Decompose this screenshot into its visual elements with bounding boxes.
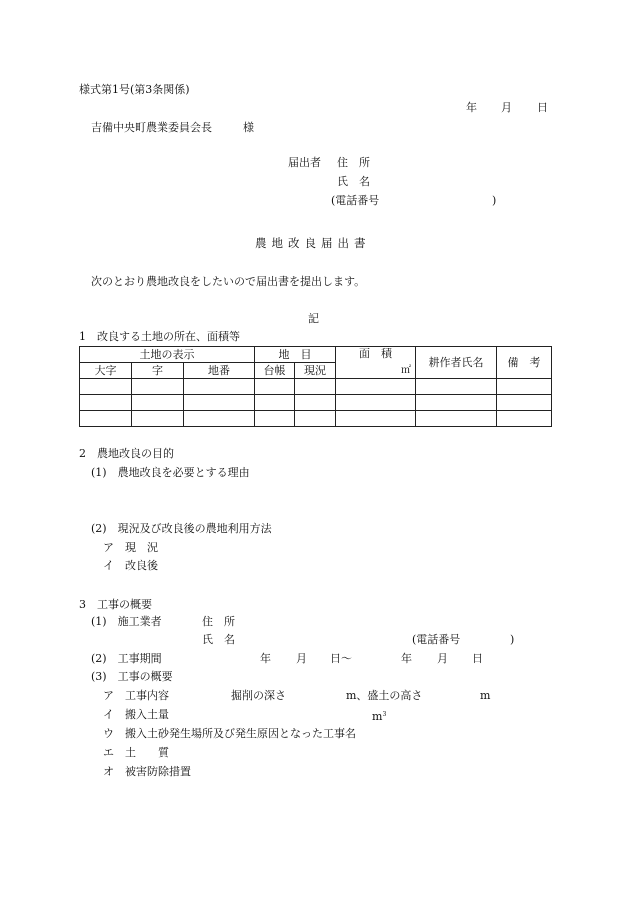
soil-source-label: ウ 搬入土砂発生場所及び発生原因となった工事名 [103, 727, 356, 740]
cell[interactable] [132, 395, 184, 411]
cell[interactable] [416, 411, 497, 427]
honorific: 様 [243, 121, 254, 134]
fill-unit-label: m [480, 689, 491, 702]
date-month: 月 [501, 101, 512, 114]
cell[interactable] [336, 411, 416, 427]
th-chimoku: 地 目 [255, 347, 336, 363]
contractor-label: (1) 施工業者 [91, 615, 162, 628]
th-chiban: 地番 [184, 363, 255, 379]
document-title: 農地改良届出書 [255, 236, 371, 250]
outline-label: (3) 工事の概要 [91, 670, 173, 683]
cell[interactable] [497, 379, 552, 395]
section2-current: ア 現 況 [103, 541, 158, 554]
cell[interactable] [255, 411, 295, 427]
section2-item2: (2) 現況及び改良後の農地利用方法 [91, 522, 272, 535]
area-unit: ㎡ [401, 365, 411, 376]
th-land-display: 土地の表示 [80, 347, 255, 363]
period-from-day: 日～ [330, 652, 352, 665]
soil-unit-sup: 3 [382, 711, 387, 718]
cell[interactable] [497, 411, 552, 427]
table-row [80, 379, 552, 395]
cell[interactable] [255, 379, 295, 395]
addressee: 吉備中央町農業委員会長 [91, 121, 212, 134]
period-from-month: 月 [296, 652, 307, 665]
cell[interactable] [80, 411, 132, 427]
cell[interactable] [184, 379, 255, 395]
cell[interactable] [132, 379, 184, 395]
soil-quality-label: エ 土 質 [103, 746, 169, 759]
contractor-phone-label: (電話番号 [412, 633, 461, 646]
cell[interactable] [295, 411, 336, 427]
table-header-row [80, 347, 552, 363]
th-genkyo: 現況 [295, 363, 336, 379]
cell[interactable] [336, 395, 416, 411]
table-row [80, 411, 552, 427]
applicant-label: 届出者 [288, 156, 321, 169]
cell[interactable] [80, 379, 132, 395]
section3-heading: 3 工事の概要 [79, 598, 152, 611]
section2-item1: (1) 農地改良を必要とする理由 [91, 466, 250, 479]
cell[interactable] [132, 411, 184, 427]
land-table [79, 346, 552, 427]
period-to-month: 月 [437, 652, 448, 665]
th-oaza: 大字 [80, 363, 132, 379]
period-to-year: 年 [401, 652, 412, 665]
date-day: 日 [537, 101, 548, 114]
dig-unit-label: m、盛土の高さ [346, 689, 423, 702]
contractor-phone-close: ) [510, 633, 515, 646]
th-aza: 字 [132, 363, 184, 379]
applicant-address-label: 住 所 [337, 156, 370, 169]
period-from-year: 年 [260, 652, 271, 665]
prevention-label: オ 被害防除措置 [103, 765, 191, 778]
cell[interactable] [255, 395, 295, 411]
th-daicho: 台帳 [255, 363, 295, 379]
section2-heading: 2 農地改良の目的 [79, 447, 174, 460]
soil-unit-base: m [372, 710, 383, 723]
cell[interactable] [295, 379, 336, 395]
applicant-name-label: 氏 名 [337, 175, 370, 188]
table-row [80, 395, 552, 411]
cell[interactable] [184, 395, 255, 411]
cell[interactable] [80, 395, 132, 411]
section1-heading: 1 改良する土地の所在、面積等 [79, 330, 240, 343]
period-to-day: 日 [472, 652, 483, 665]
cell[interactable] [336, 379, 416, 395]
work-content-label: ア 工事内容 [103, 689, 169, 702]
cell[interactable] [416, 395, 497, 411]
soil-unit [372, 708, 386, 723]
section2-after: イ 改良後 [103, 559, 158, 572]
contractor-name-label: 氏 名 [202, 633, 235, 646]
th-farmer: 耕作者氏名 [416, 347, 497, 379]
cell[interactable] [184, 411, 255, 427]
cell[interactable] [295, 395, 336, 411]
ki-label: 記 [308, 312, 319, 325]
form-id: 様式第1号(第3条関係) [79, 83, 190, 96]
intro-text: 次のとおり農地改良をしたいので届出書を提出します。 [91, 275, 366, 288]
th-area-label: 面 積 [359, 347, 392, 360]
period-label: (2) 工事期間 [91, 652, 162, 665]
date-year: 年 [466, 101, 477, 114]
dig-depth-label: 掘削の深さ [231, 689, 286, 702]
soil-volume-label: イ 搬入土量 [103, 708, 169, 721]
th-area [336, 347, 416, 379]
cell[interactable] [416, 379, 497, 395]
contractor-address-label: 住 所 [202, 615, 235, 628]
cell[interactable] [497, 395, 552, 411]
applicant-phone-close: ) [492, 194, 497, 207]
applicant-phone-label: (電話番号 [331, 194, 380, 207]
th-remarks: 備 考 [497, 347, 552, 379]
